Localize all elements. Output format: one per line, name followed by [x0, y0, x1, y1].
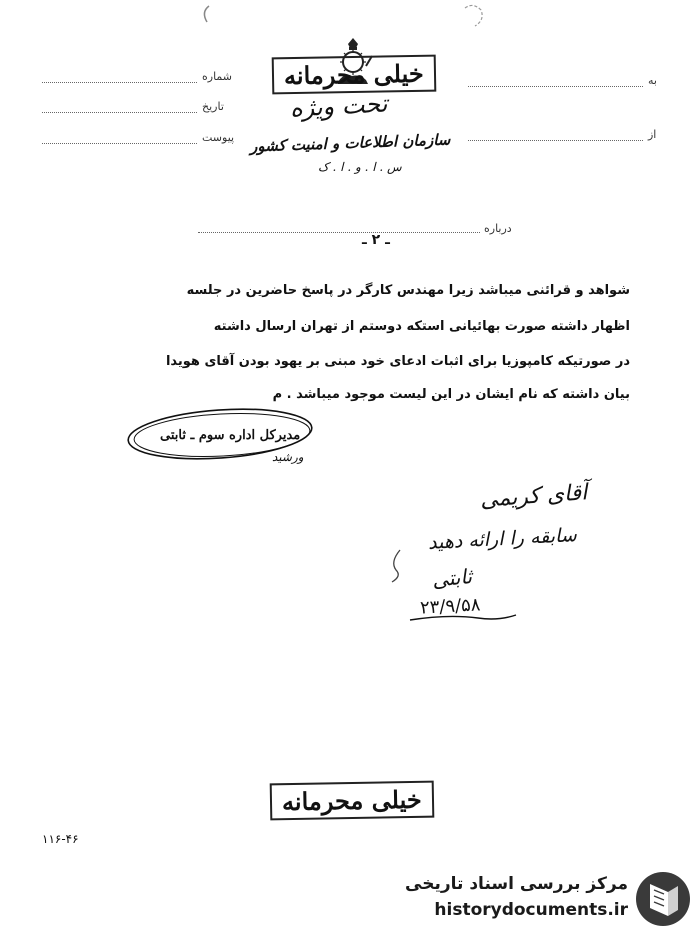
from-label: از — [648, 128, 657, 141]
signature-underline — [408, 612, 518, 626]
page-number: ـ ۲ ـ — [362, 232, 390, 248]
top-classification-stamp: خیلی محرمانه — [272, 55, 436, 95]
to-label: به — [648, 74, 657, 87]
watermark-url: historydocuments.ir — [434, 900, 628, 920]
watermark-name: مرکز بررسی اسناد تاریخی — [405, 874, 628, 894]
bottom-classification-stamp: خیلی محرمانه — [270, 781, 434, 821]
archive-logo-icon — [634, 870, 692, 928]
body-line-1: شواهد و قرائنی میباشد زیرا مهندس کارگر در پاسخ حاضرین در جلسه — [186, 283, 630, 298]
organization-name: سازمان اطلاعات و امنیت کشور — [249, 130, 451, 156]
handwritten-category: تحت ویژه — [289, 89, 389, 123]
subject-line — [198, 232, 480, 233]
date-line — [42, 112, 197, 113]
number-line — [42, 82, 197, 83]
scan-mark — [195, 2, 225, 28]
stray-pen-mark — [380, 546, 410, 586]
signature-initial: ورشید — [272, 450, 304, 464]
attachment-label: پیوست — [202, 131, 235, 144]
to-line — [468, 86, 643, 87]
watermark — [400, 868, 696, 932]
body-line-2: اظهار داشته صورت بهائیانی استکه دوستم از تهران ارسال داشته — [213, 319, 630, 334]
from-line — [468, 140, 643, 141]
body-line-4: بیان داشته که نام ایشان در این لیست موجود میباشد . م — [272, 387, 630, 402]
handwritten-note-date: ۲۳/۹/۵۸ — [419, 594, 481, 619]
subject-label: درباره — [484, 222, 512, 235]
body-line-3: در صورتیکه کامپوزیا برای اثبات ادعای خود مبنی بر یهود بودن آقای هویدا — [165, 354, 630, 369]
handwritten-note-instruction: سابقه را ارائه دهید — [427, 524, 578, 554]
attachment-line — [42, 143, 197, 144]
handwritten-note-addressee: آقای کریمی — [479, 480, 589, 513]
date-label: تاریخ — [202, 100, 224, 113]
number-label: شماره — [202, 70, 233, 83]
organization-code: س . ا . و . ا . ک — [318, 160, 402, 174]
scan-mark — [455, 2, 495, 32]
signature-title: مدیرکل اداره سوم ـ ثابتی — [160, 428, 301, 443]
document-reference: ۱۱۶-۴۶ — [42, 832, 79, 846]
handwritten-note-signature: ثابتی — [430, 563, 474, 593]
